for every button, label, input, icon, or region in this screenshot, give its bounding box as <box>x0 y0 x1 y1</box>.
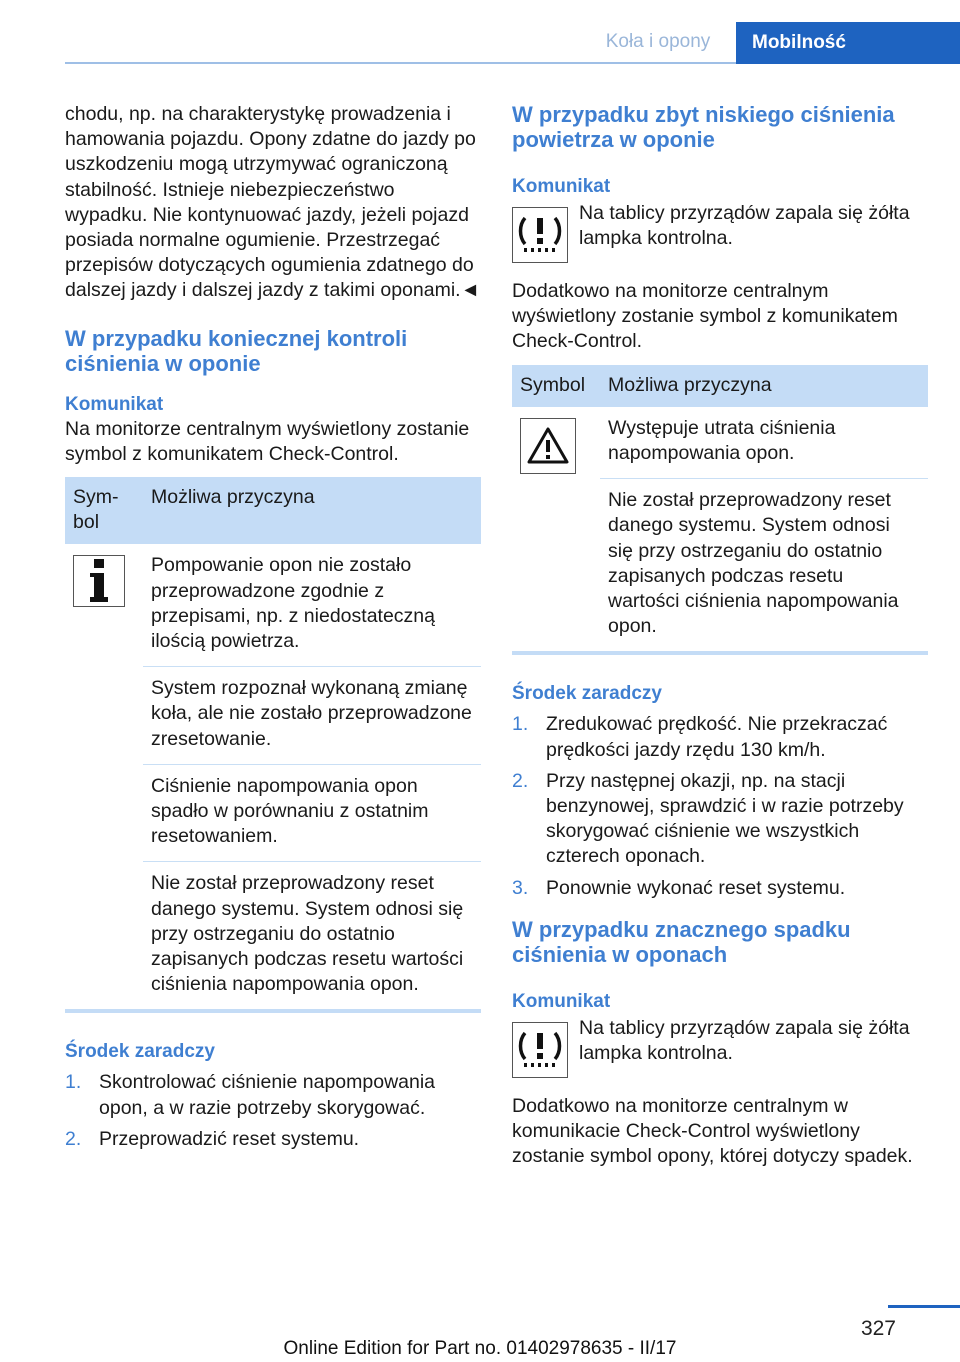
message-heading: Komunikat <box>512 176 611 197</box>
step-number: 3. <box>512 876 529 899</box>
warning-lamp-message <box>512 1016 928 1078</box>
lamp-text: Na tablicy przyrządów zapala się żółta lampka kontrolna. <box>579 202 910 250</box>
section-title-low-pressure: W przypadku zbyt niskiego ciśnienia powietrza w oponie <box>512 102 895 152</box>
step-number: 1. <box>65 1071 82 1094</box>
table-bottom-rule <box>512 651 928 655</box>
header-tab-mobility[interactable]: Mobilność <box>736 22 960 64</box>
step-text: Zredukować prędkość. Nie przekraczać prędkości jazdy rzędu 130 km/h. <box>546 713 888 761</box>
info-icon <box>73 555 125 607</box>
extra-text: Dodatkowo na monitorze centralnym wyświetlony zostanie symbol z komunikatem Check-Control. <box>512 280 898 353</box>
footer-edition-text: Online Edition for Part no. 01402978635 - II/17 <box>283 1338 677 1359</box>
page-number: 327 <box>860 1317 896 1340</box>
table-cause-cell: Ciśnienie napompowania opon spadło w porównaniu z ostatnim resetowaniem. <box>143 764 481 862</box>
table-cause-cell: Nie został przeprowadzony reset danego systemu. System odnosi się przy ostrzeganiu do ostatnio zapisanych podczas resetu wartości ciśnienia napompowania opon. <box>600 479 928 652</box>
warning-lamp-message <box>512 201 928 263</box>
table-cause-cell: Występuje utrata ciśnienia napompowania opon. <box>608 416 836 465</box>
list-item <box>512 712 928 762</box>
remedy-steps <box>512 712 928 900</box>
message-heading: Komunikat <box>65 393 164 415</box>
footer-accent-line <box>888 1305 960 1308</box>
list-item <box>65 1070 481 1120</box>
remedy-steps <box>65 1070 481 1152</box>
table-bottom-rule <box>65 1009 481 1013</box>
warning-triangle-icon <box>520 418 576 474</box>
list-item <box>512 876 928 901</box>
tire-pressure-warning-icon <box>512 1022 568 1078</box>
left-column <box>65 102 481 1152</box>
list-item <box>512 769 928 870</box>
step-text: Przeprowadzić reset systemu. <box>99 1127 360 1150</box>
tire-pressure-warning-icon <box>512 207 568 263</box>
remedy-heading: Środek zaradczy <box>512 683 662 705</box>
list-item <box>65 1127 481 1152</box>
step-text: Skontrolować ciśnienie napompowania opon, a w razie potrzeby skorygować. <box>99 1071 436 1119</box>
step-number: 2. <box>512 769 529 792</box>
table-row <box>512 407 928 479</box>
cause-table <box>65 477 481 1009</box>
intro-paragraph: chodu, np. na charakterystykę prowadzenia i hamowania pojazdu. Opony zdatne do jazdy po uszkodzeniu mogą utrzymywać ograniczoną stabilność. Istnieje niebezpieczeństwo wypadku. Nie kontynuować jazdy, jeżeli pojazd posiada normalne ogumienie. Przestrzegać przepisów dotyczących ogumienia zdatnego do dalszej jazdy i dalszej jazdy z takimi oponami.◄ <box>65 103 480 302</box>
table-symbol-cell <box>512 407 600 652</box>
table-header-symbol: Sym-bol <box>65 477 143 544</box>
step-text: Ponownie wykonać reset systemu. <box>546 876 846 899</box>
section-title-significant-drop: W przypadku znacznego spadku ciśnienia w oponach <box>512 916 851 967</box>
table-header-cause: Możliwa przyczyna <box>143 477 481 544</box>
step-number: 1. <box>512 713 529 736</box>
table-cause-cell: System rozpoznał wykonaną zmianę koła, ale nie zostało przeprowadzone zresetowanie. <box>143 667 481 765</box>
table-cause-cell: Pompowanie opon nie zostało przeprowadzone zgodnie z przepisami, np. z niedostateczną ilością powietrza. <box>151 554 435 653</box>
lamp-text: Na tablicy przyrządów zapala się żółta lampka kontrolna. <box>579 1016 910 1065</box>
step-text: Przy następnej okazji, np. na stacji benzynowej, sprawdzić i w razie potrzeby skorygować ciśnienie we wszystkich czterech oponach. <box>546 769 904 868</box>
right-column <box>512 102 928 1169</box>
table-header-cause: Możliwa przyczyna <box>600 365 928 407</box>
header-tab-wheels-tires[interactable]: Koła i opony <box>605 31 711 52</box>
section-title-pressure-check: W przypadku koniecznej kontroli ciśnienia w oponie <box>65 325 408 376</box>
message-heading: Komunikat <box>512 990 611 1012</box>
table-row <box>65 544 481 666</box>
table-cause-cell: Nie został przeprowadzony reset danego systemu. System odnosi się przy ostrzeganiu do ostatnio zapisanych podczas resetu wartości ciśnienia napompowania opon. <box>143 862 481 1010</box>
message-text: Na monitorze centralnym wyświetlony zostanie symbol z komunikatem Check-Control. <box>65 417 470 465</box>
cause-table <box>512 365 928 652</box>
remedy-heading: Środek zaradczy <box>65 1041 215 1063</box>
table-symbol-cell <box>65 544 143 1009</box>
step-number: 2. <box>65 1127 82 1150</box>
table-header-symbol: Symbol <box>512 365 600 407</box>
extra-text: Dodatkowo na monitorze centralnym w komunikacie Check-Control wyświetlony zostanie symbol opony, której dotyczy spadek. <box>512 1094 913 1168</box>
